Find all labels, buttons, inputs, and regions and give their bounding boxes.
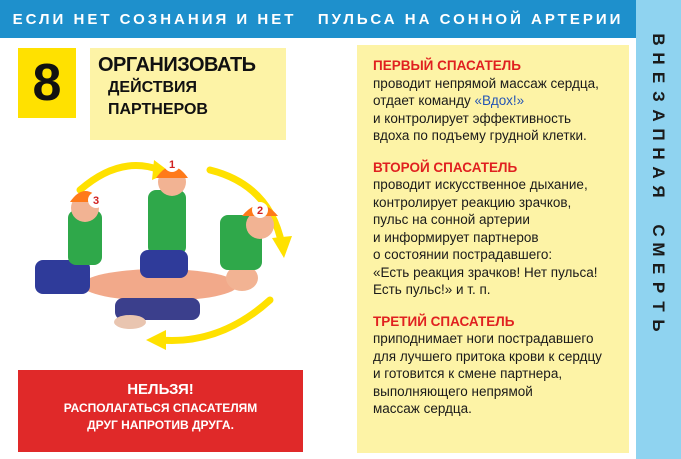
side-letter: Т [649, 301, 668, 312]
side-letter: М [649, 242, 668, 257]
step-number: 8 [18, 48, 76, 118]
rescuer-line: проводит непрямой массаж сердца, [373, 75, 599, 91]
rescuer-line: проводит искусственное дыхание, [373, 177, 588, 192]
cycle-arrow-head [272, 236, 292, 258]
side-letter: Я [649, 185, 668, 198]
step-title-line1: ОРГАНИЗОВАТЬ [98, 54, 256, 76]
warning-text-line2: ДРУГ НАПРОТИВ ДРУГА. [87, 418, 234, 432]
rescuer-line: о состоянии пострадавшего: [373, 247, 553, 262]
rescuer-line: и готовится к смене партнера, [373, 366, 563, 381]
side-letter: Р [649, 281, 668, 294]
warning-box [18, 370, 303, 452]
rescuer-line: и контролирует эффективность [373, 110, 572, 126]
rescuer-line: выполняющего непрямой [373, 383, 533, 399]
side-letter: П [649, 128, 668, 141]
rescuer-line: отдает команду «Вдох!» [373, 93, 525, 108]
rescuer-heading: ПЕРВЫЙ СПАСАТЕЛЬ [373, 58, 521, 73]
side-letter: Н [649, 147, 668, 160]
rescuer-3-legs [35, 260, 90, 294]
step-title [90, 48, 286, 140]
rescuer-line: приподнимает ноги пострадавшего [373, 331, 594, 346]
side-letter: А [649, 166, 668, 179]
rescuer-line: вдоха по подъему грудной клетки. [373, 128, 587, 143]
side-letter: Н [649, 52, 668, 65]
side-bar [636, 0, 681, 459]
side-letter: А [649, 109, 668, 122]
rescuer-line: пульс на сонной артерии [373, 212, 530, 227]
rescuer-heading: ТРЕТИЙ СПАСАТЕЛЬ [373, 313, 515, 329]
side-letter: Е [649, 262, 668, 275]
rescuer-2-badge-label: 2 [256, 205, 264, 217]
rescuer-line: Есть пульс!» и т. п. [373, 282, 491, 297]
step-title-line3: ПАРТНЕРОВ [108, 101, 208, 118]
rescuer-line: для лучшего притока крови к сердцу [373, 348, 602, 364]
rescuer-line: контролирует реакцию зрачков, [373, 194, 572, 210]
warning-title: НЕЛЬЗЯ! [127, 381, 194, 398]
rescuer-heading: ВТОРОЙ СПАСАТЕЛЬ [373, 159, 518, 175]
cycle-arrow-head [146, 330, 166, 350]
rescuer-2-section [373, 159, 623, 299]
rescuer-line: массаж сердца. [373, 401, 472, 416]
cycle-arrow [80, 166, 160, 191]
side-letter: В [649, 33, 668, 46]
rescue-illustration [20, 150, 302, 350]
rescuer-3-section [373, 313, 623, 418]
top-banner: ЕСЛИ НЕТ СОЗНАНИЯ И НЕТ ПУЛЬСА НА СОННОЙ АРТЕРИИ [0, 0, 636, 38]
step-title-line2: ДЕЙСТВИЯ [108, 79, 198, 96]
rescuer-1-section [373, 57, 623, 145]
rescuer-1-badge-label: 1 [168, 159, 176, 171]
victim-shoe [114, 315, 146, 329]
rescuer-3-badge-label: 3 [92, 195, 100, 207]
side-letter: С [649, 224, 668, 237]
side-letter: З [649, 91, 668, 102]
warning-text-line1: РАСПОЛАГАТЬСЯ СПАСАТЕЛЯМ [63, 401, 258, 415]
instructions-panel [357, 45, 629, 453]
rescuer-1-legs [140, 250, 188, 278]
rescuer-line: и информирует партнеров [373, 229, 539, 245]
rescuer-line: «Есть реакция зрачков! Нет пульса! [373, 264, 598, 280]
side-letter: Ь [649, 319, 668, 332]
command-quote: «Вдох!» [474, 93, 525, 108]
rescuer-1-body [148, 190, 186, 255]
side-letter: Е [649, 71, 668, 84]
